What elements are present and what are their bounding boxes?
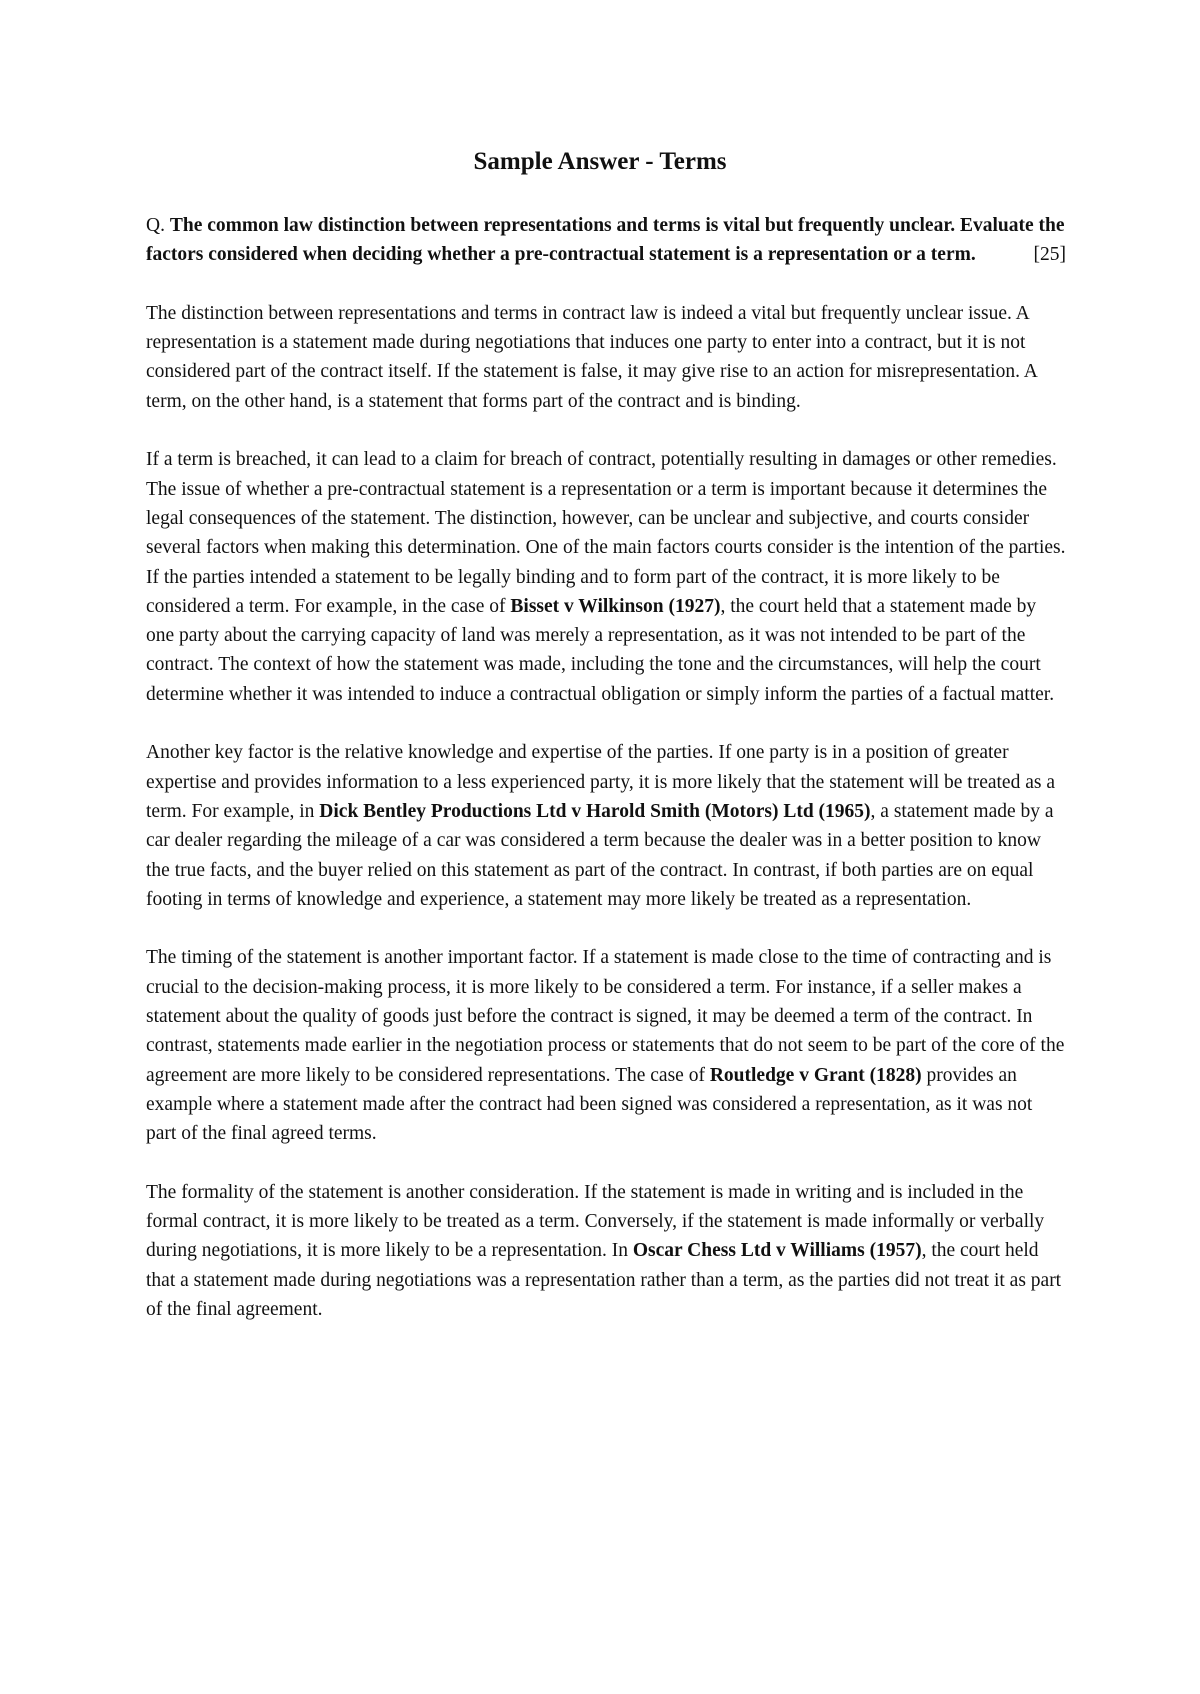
paragraph-text: The distinction between representations and terms in contract law is indeed a vital but frequently unclear issue. A representation is a statement made during negotiations that induces one party to enter into a contract, but it is not considered part of the contract itself. If the statement is false, it may give rise to an action for misrepresentation. A term, on the other hand, is a statement that forms part of the contract and is binding. — [146, 302, 1037, 412]
paragraph-3 — [146, 738, 1066, 914]
paragraph-text: , a statement made by a car dealer regarding the mileage of a car was considered a term because the dealer was in a better position to know the true facts, and the buyer relied on this statement as part of the contract. In contrast, if both parties are on equal footing in terms of knowledge and experience, a statement may more likely be treated as a representation. — [146, 800, 1054, 910]
paragraph-text: The timing of the statement is another important factor. If a statement is made close to the time of contracting and is crucial to the decision-making process, it is more likely to be considered a term. For instance, if a seller makes a statement about the quality of goods just before the contract is signed, it may be deemed a term of the contract. In contrast, statements made earlier in the negotiation process or statements that do not seem to be part of the core of the agreement are more likely to be considered representations. The case of — [146, 947, 1065, 1086]
paragraph-text: , the court held that a statement made during negotiations was a representation rather than a term, as the parties did not treat it as part of the final agreement. — [146, 1240, 1062, 1320]
paragraph-5 — [146, 1178, 1066, 1324]
paragraph-text: provides an example where a statement made after the contract had been signed was considered a representation, as it was not part of the final agreed terms. — [146, 1064, 1033, 1145]
question-marks: [25] — [1033, 244, 1066, 266]
document-body — [146, 211, 1066, 1324]
case-citation: Dick Bentley Productions Ltd v Harold Smith (Motors) Ltd (1965) — [319, 800, 871, 822]
case-citation: Bisset v Wilkinson (1927) — [510, 595, 721, 617]
paragraph-4 — [146, 943, 1066, 1148]
paragraph-2 — [146, 445, 1066, 709]
page-title: Sample Answer - Terms — [473, 148, 727, 175]
question-prefix: Q. — [146, 215, 170, 236]
paragraph-text: , the court held that a statement made by one party about the carrying capacity of land was merely a representation, as it was not intended to be part of the contract. The context of how the statement was made, including the tone and the circumstances, will help the court determine whether it was intended to induce a contractual obligation or simply inform the parties of a factual matter. — [146, 595, 1055, 705]
paragraph-text: Another key factor is the relative knowledge and expertise of the parties. If one party is in a position of greater expertise and provides information to a less experienced party, it is more likely that the statement will be treated as a term. For example, in — [146, 742, 1055, 822]
question — [146, 211, 1066, 270]
paragraph-text: If a term is breached, it can lead to a claim for breach of contract, potentially resulting in damages or other remedies. The issue of whether a pre-contractual statement is a representation or a term is important because it determines the legal consequences of the statement. The distinction, however, can be unclear and subjective, and courts consider several factors when making this determination. One of the main factors courts consider is the intention of the parties. If the parties intended a statement to be legally binding and to form part of the contract, it is more likely to be considered a term. For example, in the case of — [146, 449, 1066, 617]
case-citation: Routledge v Grant (1828) — [709, 1064, 922, 1086]
paragraph-1 — [146, 299, 1066, 416]
question-text: The common law distinction between representations and terms is vital but frequently unclear. Evaluate the factors considered when deciding whether a pre-contractual statement is a representation or a term. — [146, 215, 1065, 266]
paragraph-text: The formality of the statement is another consideration. If the statement is made in writing and is included in the formal contract, it is more likely to be treated as a term. Conversely, if the statement is made informally or verbally during negotiations, it is more likely to be a representation. In — [146, 1181, 1045, 1262]
case-citation: Oscar Chess Ltd v Williams (1957) — [632, 1240, 922, 1262]
